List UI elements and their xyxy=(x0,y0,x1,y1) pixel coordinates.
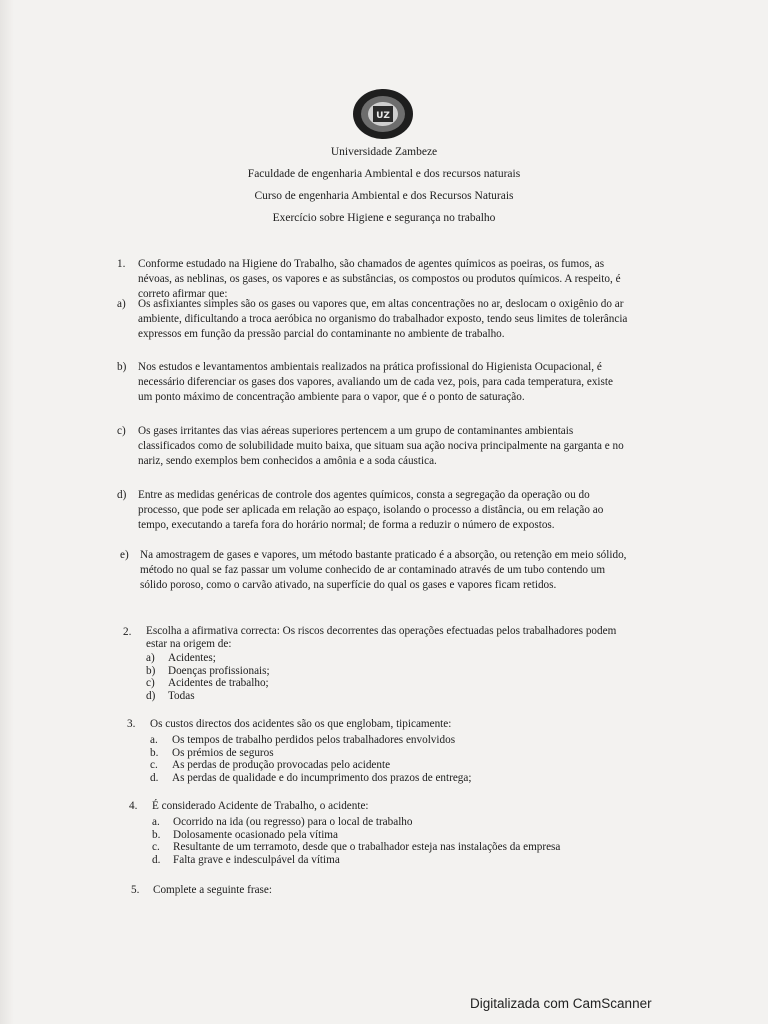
q2-stem xyxy=(146,625,666,650)
university-name: Universidade Zambeze xyxy=(330,146,438,158)
option-label: c) xyxy=(146,677,155,689)
q1-option-b xyxy=(138,360,670,405)
option-text: Dolosamente ocasionado pela vítima xyxy=(173,828,338,841)
q3-number: 3. xyxy=(127,718,136,730)
q4-option-labels xyxy=(152,816,160,866)
q1-option-c-line: Os gases irritantes das vias aéreas superiores pertencem a um grupo de contaminantes ambientais xyxy=(138,425,574,437)
option-text: Resultante de um terramoto, desde que o trabalhador esteja nas instalações da empresa xyxy=(173,841,561,853)
option-text: Falta grave e indesculpável da vítima xyxy=(173,853,340,866)
q1-option-b-line: Nos estudos e levantamentos ambientais realizados na prática profissional do Higienista Ocupacional, é xyxy=(138,361,602,373)
q1-option-c-label: c) xyxy=(117,425,126,437)
q4-options xyxy=(173,816,560,866)
q2-number: 2. xyxy=(123,626,132,638)
q1-stem-line: Conforme estudado na Higiene do Trabalho, são chamados de agentes químicos as poeiras, os fumos, as xyxy=(138,258,605,270)
q1-option-c-line: nariz, sendo exemplos bem conhecidos a amônia e a soda cáustica. xyxy=(138,455,437,467)
q1-option-d-line: tempo, executando a tarefa fora do horário normal; de forma a reduzir o número de expostos. xyxy=(138,519,555,531)
q1-stem xyxy=(138,257,670,302)
q1-option-b-line: necessário diferenciar os gases dos vapores, avaliando um de cada vez, pois, para cada temperatura, existe xyxy=(138,376,613,388)
q1-stem-line: correto afirmar que: xyxy=(138,288,228,300)
q1-option-a-line: ambiente, dificultando a troca aeróbica no organismo do trabalhador exposto, tendo seus limites de tolerância xyxy=(138,313,628,325)
option-text: Ocorrido na ida (ou regresso) para o local de trabalho xyxy=(173,816,413,828)
faculty-name: Faculdade de engenharia Ambiental e dos recursos naturais xyxy=(247,168,521,180)
q1-option-b-line: um ponto máximo de concentração ambiente para o vapor, que é o ponto de saturação. xyxy=(138,391,525,403)
q1-option-e-line: sólido poroso, como o carvão ativado, na superfície do qual os gases e vapores ficam retidos. xyxy=(140,579,557,591)
q1-option-d xyxy=(138,488,670,533)
option-label: b. xyxy=(152,828,161,841)
q4-stem: É considerado Acidente de Trabalho, o acidente: xyxy=(152,800,369,812)
option-text: Todas xyxy=(168,689,195,702)
q2-stem-line: Escolha a afirmativa correcta: Os riscos decorrentes das operações efectuadas pelos trabalhadores podem xyxy=(146,625,617,637)
q2-option-labels xyxy=(146,652,155,702)
q1-option-d-line: processo, que pode ser aplicada em relação ao espaço, isolando o processo a distância, ou em relação ao xyxy=(138,504,604,516)
option-label: c. xyxy=(150,759,158,771)
q5-number: 5. xyxy=(131,884,140,896)
option-text: Acidentes de trabalho; xyxy=(168,677,269,689)
q1-option-e-line: método no qual se faz passar um volume conhecido de ar contaminado através de um tubo contendo um xyxy=(140,564,606,576)
option-label: d) xyxy=(146,689,156,702)
q1-option-c-line: classificados como de solubilidade muito baixa, que situam sua ação nociva principalmente na garganta e no xyxy=(138,440,624,452)
q1-option-a xyxy=(138,297,670,342)
option-text: Doenças profissionais; xyxy=(168,664,270,677)
q1-option-a-line: Os asfixiantes simples são os gases ou vapores que, em altas concentrações no ar, deslocam o oxigênio do ar xyxy=(138,298,624,310)
option-label: d. xyxy=(150,771,159,784)
option-text: As perdas de produção provocadas pelo acidente xyxy=(172,759,391,771)
option-text: Acidentes; xyxy=(168,652,216,664)
option-text: Os prémios de seguros xyxy=(172,746,274,759)
camscanner-watermark: Digitalizada com CamScanner xyxy=(470,996,652,1011)
option-label: a. xyxy=(152,816,160,828)
option-label: d. xyxy=(152,853,161,866)
q1-option-c xyxy=(138,424,670,469)
q4-number: 4. xyxy=(129,800,138,812)
q2-stem-line: estar na origem de: xyxy=(146,637,232,650)
q1-option-a-label: a) xyxy=(117,298,126,310)
q1-option-d-line: Entre as medidas genéricas de controle dos agentes químicos, consta a segregação da operação ou do xyxy=(138,489,590,501)
q1-option-b-label: b) xyxy=(117,361,127,373)
q1-option-e xyxy=(140,548,670,593)
q1-option-a-line: expressos em função da pressão parcial do contaminante no ambiente de trabalho. xyxy=(138,328,505,340)
option-label: c. xyxy=(152,841,160,853)
logo-monogram: UZ xyxy=(376,111,390,121)
q2-options xyxy=(168,652,270,702)
option-text: As perdas de qualidade e do incumprimento dos prazos de entrega; xyxy=(172,771,472,784)
q3-stem: Os custos directos dos acidentes são os que englobam, tipicamente: xyxy=(150,718,452,730)
university-logo xyxy=(352,88,414,140)
course-name: Curso de engenharia Ambiental e dos Recursos Naturais xyxy=(254,190,514,202)
q3-options xyxy=(172,734,471,784)
option-label: b) xyxy=(146,664,156,677)
option-label: a) xyxy=(146,652,155,664)
option-label: a. xyxy=(150,734,158,746)
q5-stem: Complete a seguinte frase: xyxy=(153,884,272,896)
option-text: Os tempos de trabalho perdidos pelos trabalhadores envolvidos xyxy=(172,734,456,746)
q1-option-d-label: d) xyxy=(117,489,127,501)
q1-option-e-label: e) xyxy=(120,549,129,561)
q1-stem-line: névoas, as neblinas, os gases, os vapores e as substâncias, os compostos ou produtos químicos. A respeito, é xyxy=(138,273,621,285)
q1-number: 1. xyxy=(117,258,126,270)
q3-option-labels xyxy=(150,734,158,784)
option-label: b. xyxy=(150,746,159,759)
exercise-title: Exercício sobre Higiene e segurança no trabalho xyxy=(272,212,496,224)
q1-option-e-line: Na amostragem de gases e vapores, um método bastante praticado é a absorção, ou retenção em meio sólido, xyxy=(140,549,627,561)
